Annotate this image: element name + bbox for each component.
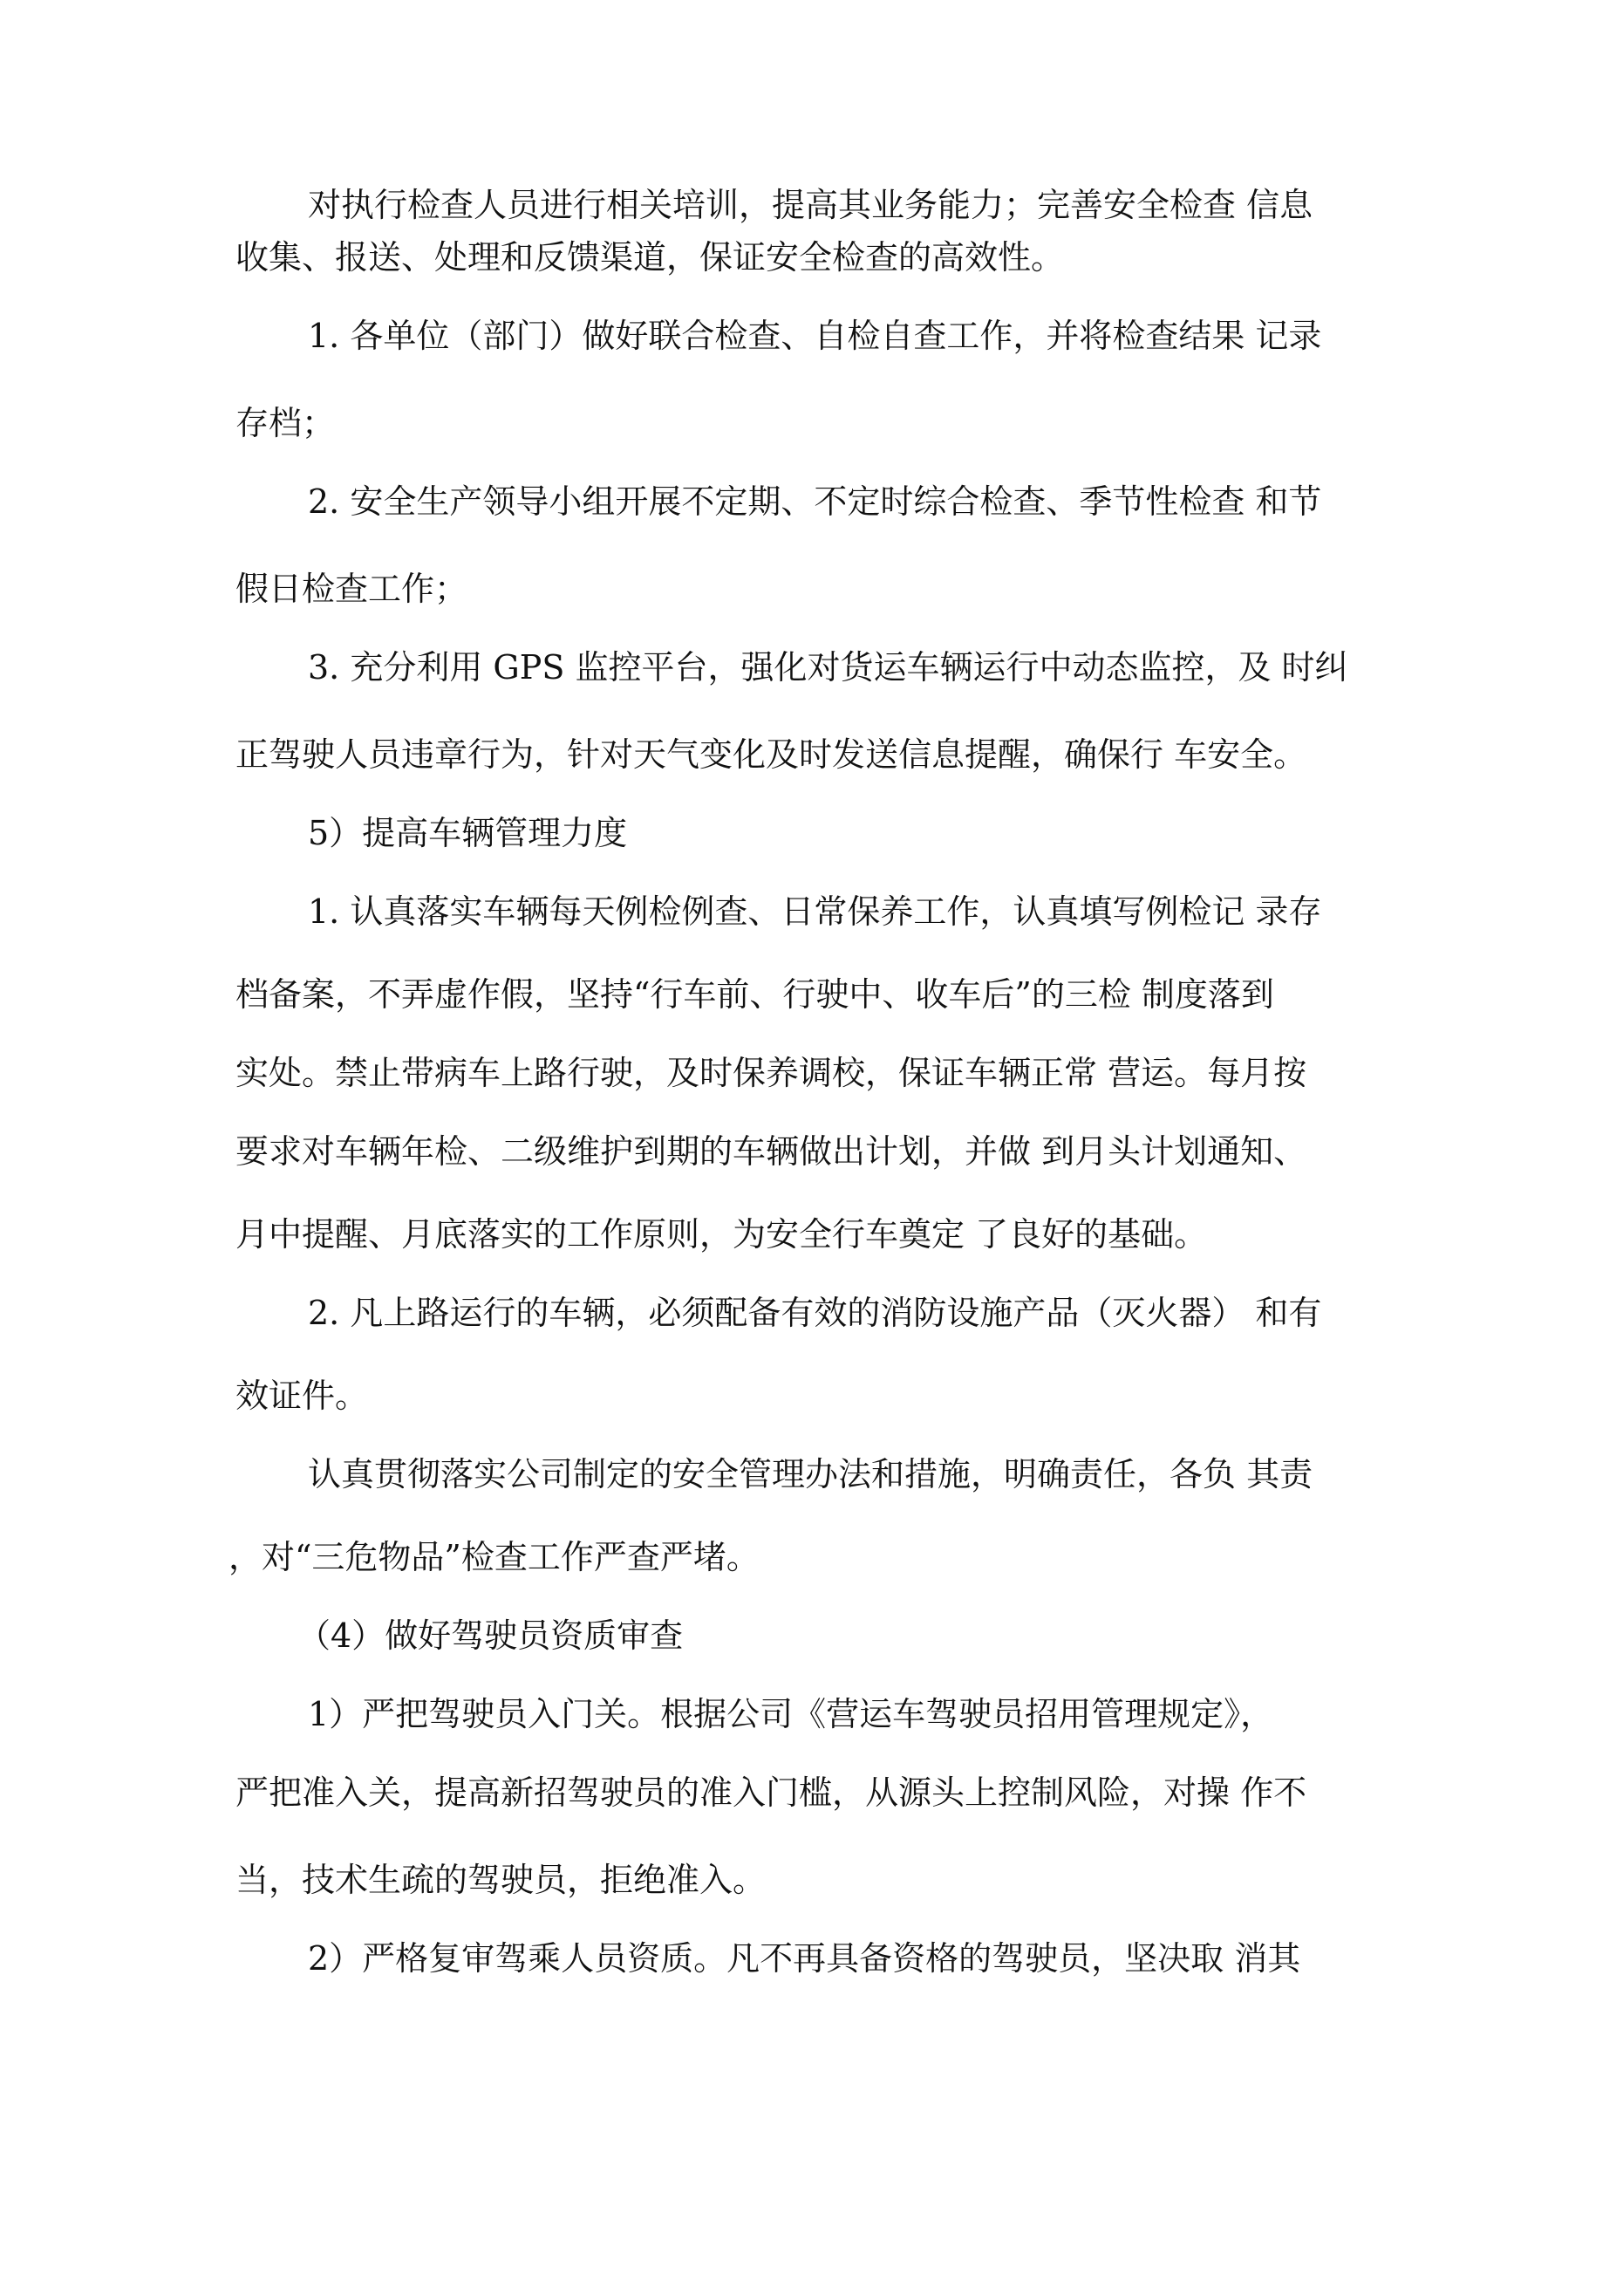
paragraph-line: 收集、报送、处理和反馈渠道，保证安全检查的高效性。: [235, 238, 1065, 277]
paragraph-line: 2. 安全生产领导小组开展不定期、不定时综合检查、季节性检查 和节: [308, 482, 1322, 521]
paragraph-line: 当，技术生疏的驾驶员，拒绝准入。: [235, 1861, 767, 1899]
paragraph-line: 1. 认真落实车辆每天例检例查、日常保养工作，认真填写例检记 录存: [308, 892, 1322, 931]
section-heading: （4）做好驾驶员资质审查: [297, 1616, 684, 1655]
paragraph-line: 假日检查工作；: [235, 570, 468, 608]
paragraph-line: 严把准入关，提高新招驾驶员的准入门槛，从源头上控制风险，对操 作不: [235, 1773, 1307, 1812]
paragraph-line: 对执行检查人员进行相关培训，提高其业务能力；完善安全检查 信息: [308, 186, 1313, 224]
paragraph-line: 2）严格复审驾乘人员资质。凡不再具备资格的驾驶员，坚决取 消其: [308, 1939, 1301, 1978]
paragraph-line: 5）提高车辆管理力度: [308, 814, 628, 852]
paragraph-line: ，对“三危物品”检查工作严查严堵。: [228, 1538, 760, 1576]
paragraph-line: 3. 充分利用 GPS 监控平台，强化对货运车辆运行中动态监控，及 时纠: [308, 648, 1348, 687]
paragraph-line: 1）严把驾驶员入门关。根据公司《营运车驾驶员招用管理规定》，: [308, 1695, 1274, 1733]
paragraph-line: 存档；: [235, 404, 336, 442]
paragraph-line: 认真贯彻落实公司制定的安全管理办法和措施，明确责任，各负 其责: [308, 1455, 1313, 1493]
paragraph-line: 效证件。: [235, 1377, 369, 1415]
paragraph-line: 要求对车辆年检、二级维护到期的车辆做出计划，并做 到月头计划通知、: [235, 1132, 1307, 1171]
paragraph-line: 月中提醒、月底落实的工作原则，为安全行车奠定 了良好的基础。: [235, 1215, 1208, 1254]
paragraph-line: 档备案，不弄虚作假，坚持“行车前、行驶中、收车后”的三检 制度落到: [235, 975, 1274, 1014]
paragraph-line: 1. 各单位（部门）做好联合检查、自检自查工作，并将检查结果 记录: [308, 317, 1322, 355]
paragraph-line: 实处。禁止带病车上路行驶，及时保养调校，保证车辆正常 营运。每月按: [235, 1054, 1307, 1092]
paragraph-line: 正驾驶人员违章行为，针对天气变化及时发送信息提醒，确保行 车安全。: [235, 735, 1307, 774]
paragraph-line: 2. 凡上路运行的车辆，必须配备有效的消防设施产品（灭火器） 和有: [308, 1294, 1322, 1332]
